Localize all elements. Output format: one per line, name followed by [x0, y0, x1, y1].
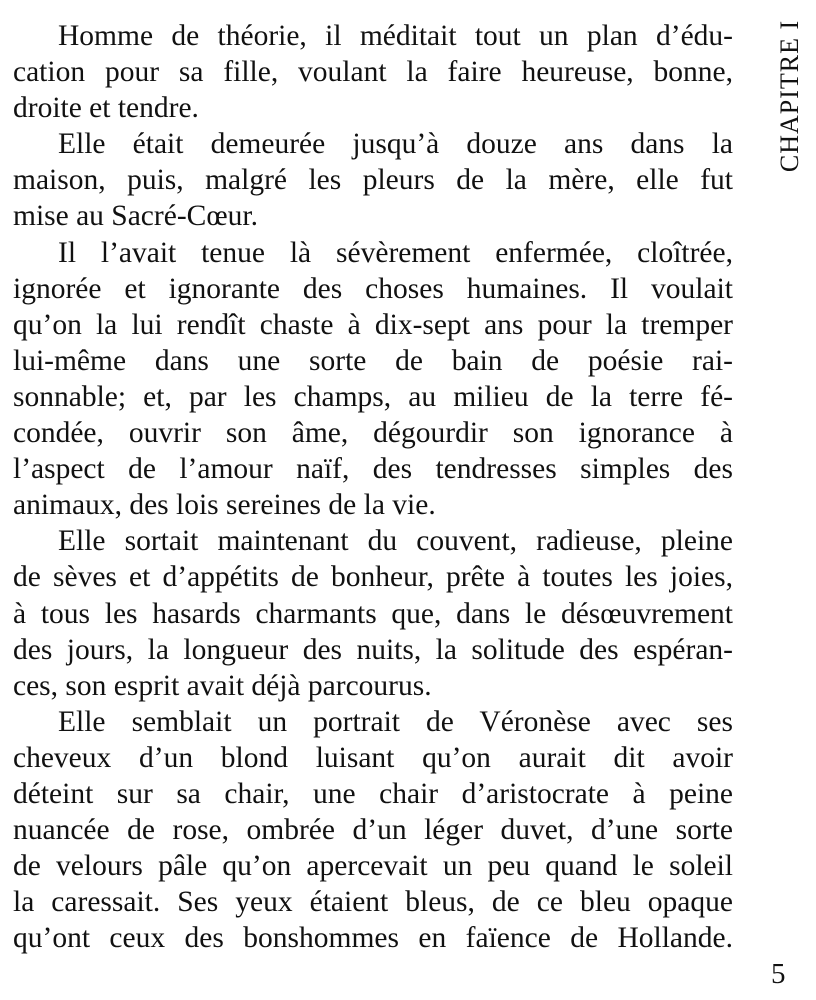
- text-line: nuancée de rose, ombrée d’un léger duvet, d’une sorte: [13, 814, 733, 847]
- text-line: Elle semblait un portrait de Véronèse avec ses: [58, 705, 733, 738]
- paragraph-2: [13, 126, 733, 234]
- text-line: à tous les hasards charmants que, dans le désœuvrement: [13, 597, 733, 630]
- text-line: Elle était demeurée jusqu’à douze ans dans la: [58, 128, 733, 161]
- text-line: la caressait. Ses yeux étaient bleus, de ce bleu opaque: [13, 886, 733, 919]
- text-line: sonnable; et, par les champs, au milieu de la terre fé-: [13, 380, 733, 413]
- text-line: condée, ouvrir son âme, dégourdir son ignorance à: [13, 417, 733, 450]
- text-line: animaux, des lois sereines de la vie.: [13, 489, 436, 522]
- paragraph-5: [13, 704, 733, 957]
- text-line: cheveux d’un blond luisant qu’on aurait dit avoir: [13, 741, 733, 774]
- page-number: 5: [771, 958, 786, 990]
- text-line: maison, puis, malgré les pleurs de la mère, elle fut: [13, 164, 733, 197]
- text-line: de sèves et d’appétits de bonheur, prête à toutes les joies,: [13, 561, 733, 594]
- text-line: mise au Sacré-Cœur.: [13, 200, 258, 233]
- text-line: lui-même dans une sorte de bain de poésie rai-: [13, 344, 733, 377]
- text-line: l’aspect de l’amour naïf, des tendresses simples des: [13, 453, 733, 486]
- text-line: qu’ont ceux des bonshommes en faïence de Hollande.: [13, 922, 733, 955]
- text-line: qu’on la lui rendît chaste à dix-sept ans pour la tremper: [13, 308, 733, 341]
- body-text: [13, 18, 733, 956]
- text-line: Elle sortait maintenant du couvent, radieuse, pleine: [58, 525, 733, 558]
- text-line: Il l’avait tenue là sévèrement enfermée, cloîtrée,: [58, 236, 733, 269]
- text-line: de velours pâle qu’on apercevait un peu quand le soleil: [13, 850, 733, 883]
- text-line: déteint sur sa chair, une chair d’aristocrate à peine: [13, 777, 733, 810]
- text-line: ces, son esprit avait déjà parcourus.: [13, 669, 432, 702]
- paragraph-1: [13, 18, 733, 126]
- text-line: ignorée et ignorante des choses humaines. Il voulait: [13, 272, 733, 305]
- chapter-running-header: CHAPITRE I: [775, 19, 804, 173]
- text-line: Homme de théorie, il méditait tout un plan d’édu-: [58, 20, 733, 52]
- text-line: des jours, la longueur des nuits, la solitude des espéran-: [13, 633, 733, 666]
- paragraph-4: [13, 523, 733, 703]
- text-line: droite et tendre.: [13, 92, 199, 125]
- paragraph-3: [13, 235, 733, 524]
- text-line: cation pour sa fille, voulant la faire heureuse, bonne,: [13, 56, 733, 89]
